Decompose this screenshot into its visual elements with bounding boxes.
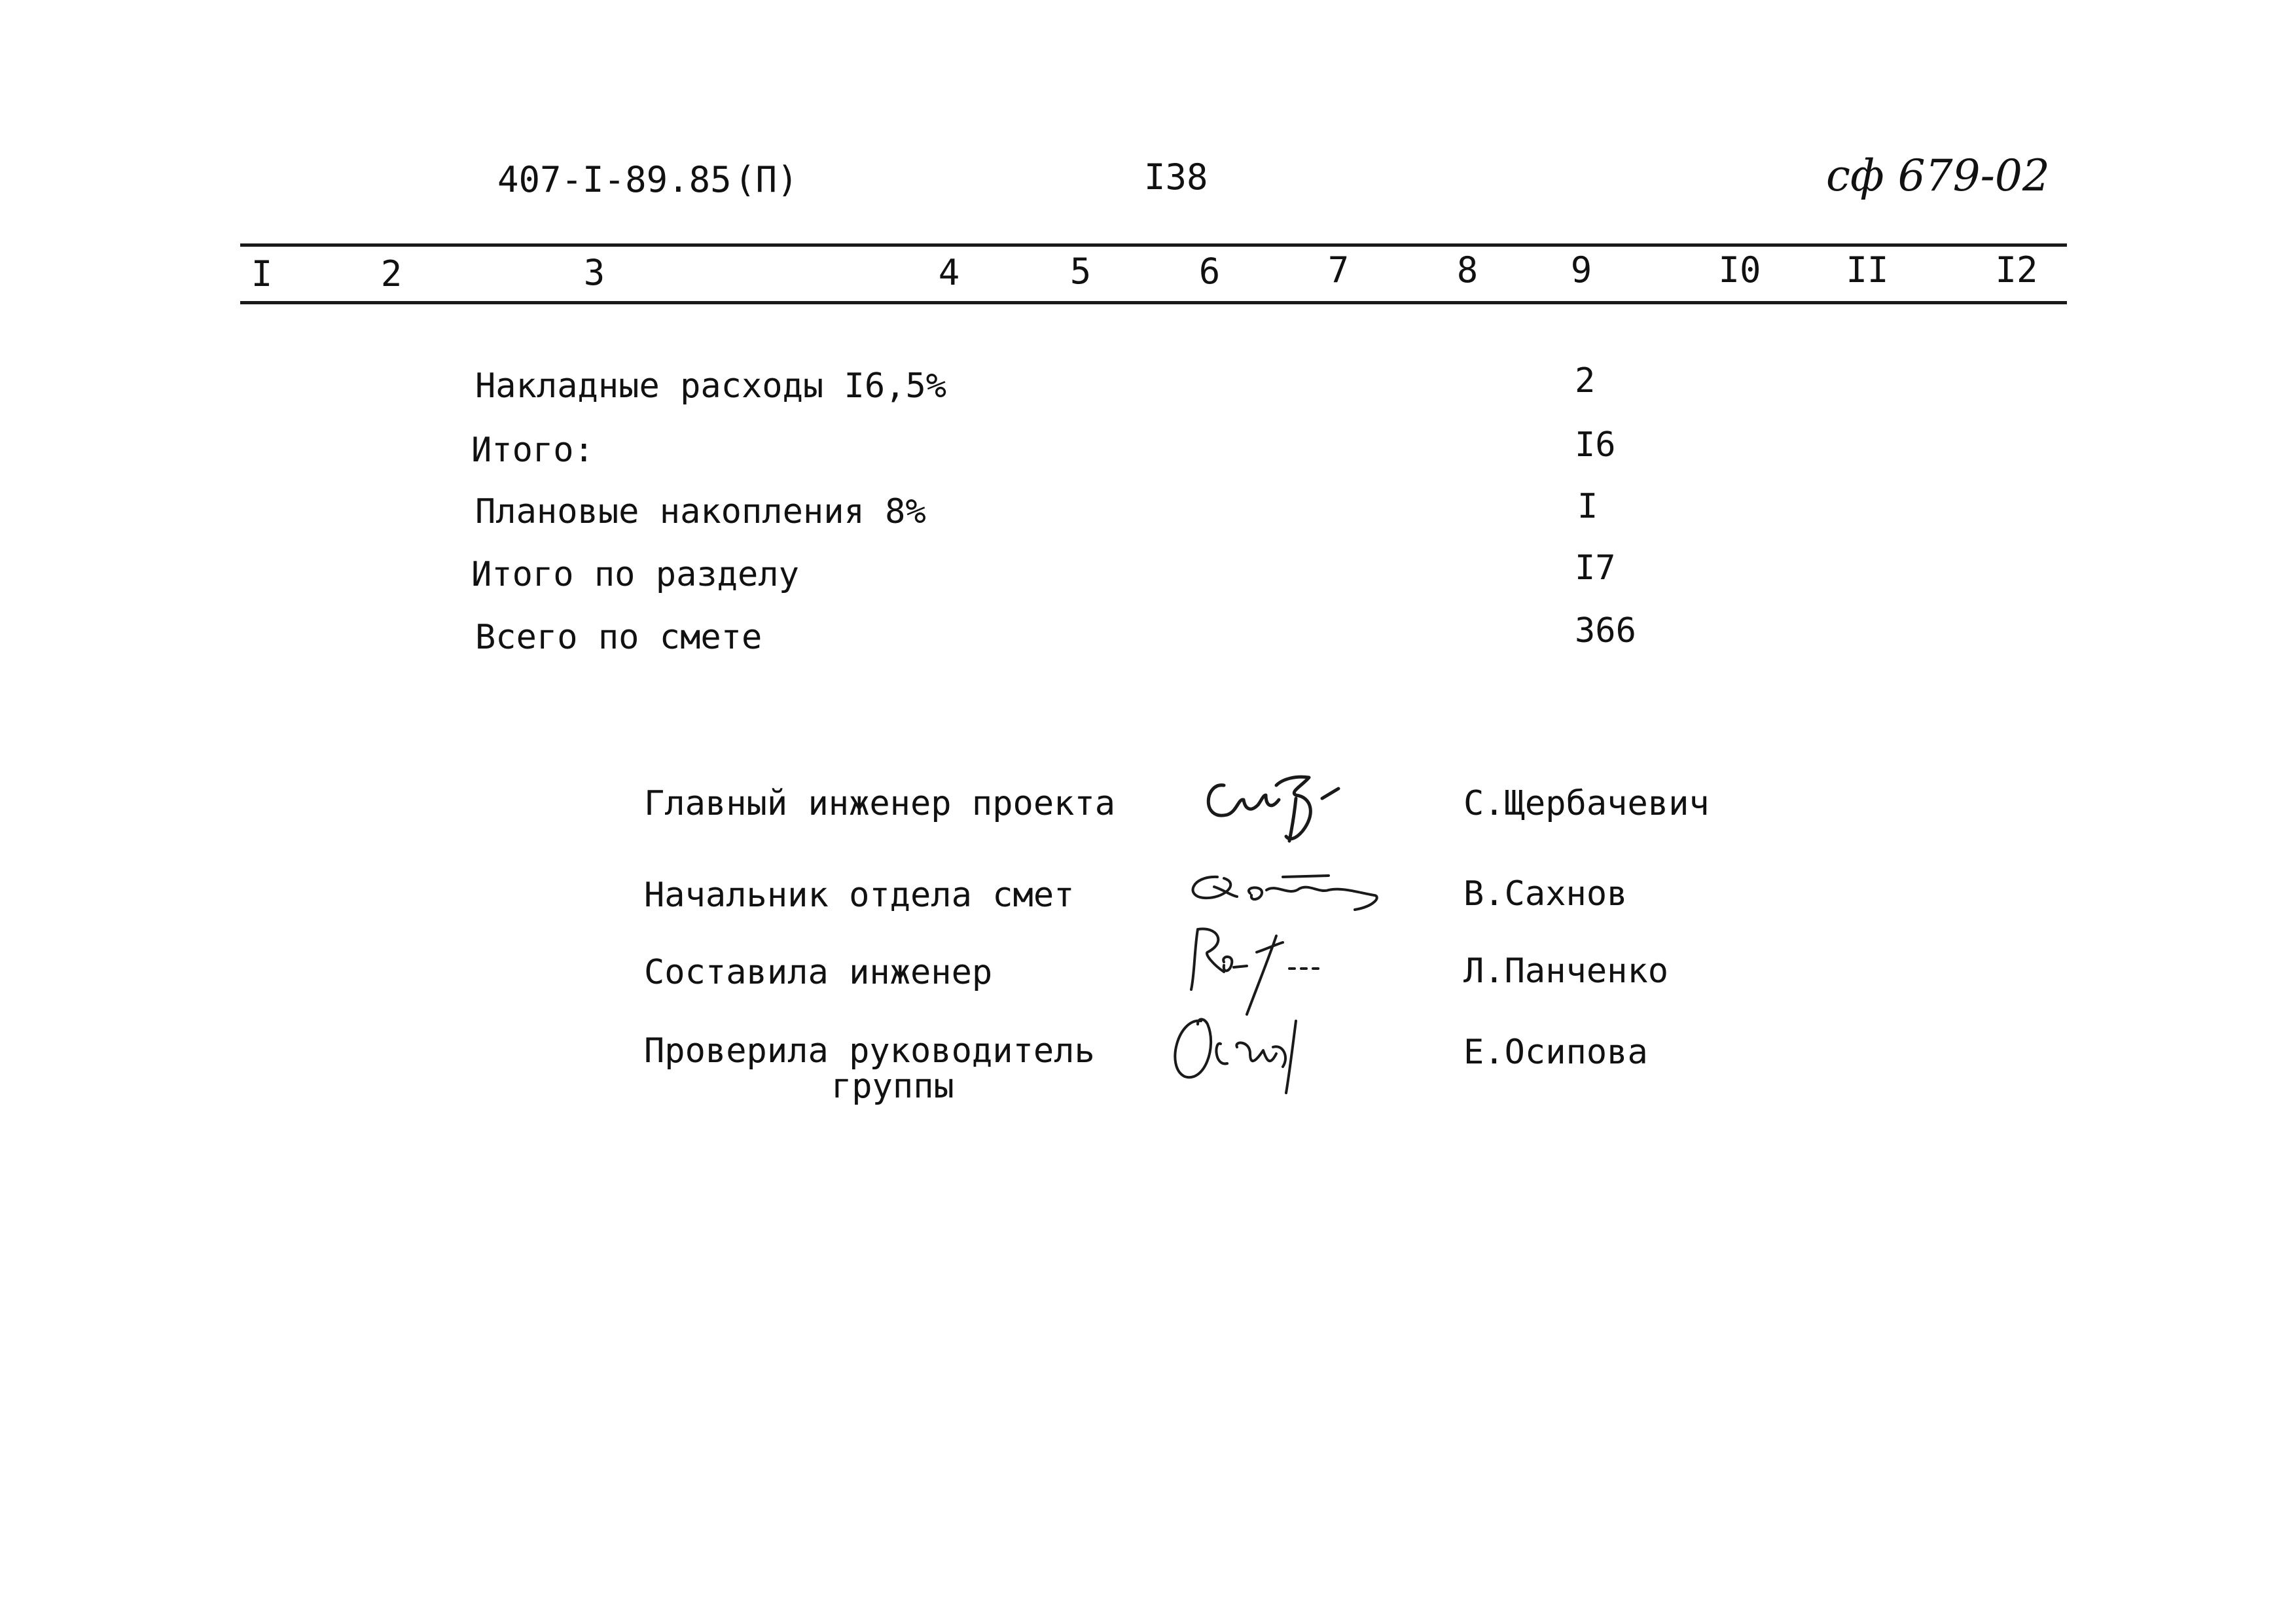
row-label-overhead: Накладные расходы I6,5% xyxy=(475,366,947,406)
column-number-6: 6 xyxy=(1198,251,1221,292)
signature-chief-engineer xyxy=(1198,759,1394,851)
row-value-overhead: 2 xyxy=(1575,361,1596,401)
column-number-5: 5 xyxy=(1069,251,1092,292)
row-label-subtotal: Итого: xyxy=(471,431,594,470)
column-number-12: I2 xyxy=(1995,249,2038,291)
column-number-2: 2 xyxy=(380,253,403,294)
signatory-name: В.Сахнов xyxy=(1463,874,1628,914)
bottom-rule xyxy=(240,301,2067,304)
signature-group-leader xyxy=(1152,995,1348,1099)
column-number-8: 8 xyxy=(1456,249,1479,291)
signatory-name: Е.Осипова xyxy=(1463,1033,1648,1072)
signatory-name: Л.Панченко xyxy=(1463,952,1669,991)
document-code: 407-I-89.85 xyxy=(497,159,732,200)
signatory-role: Составила инженер xyxy=(644,953,993,992)
top-rule xyxy=(240,243,2067,247)
signatory-name: С.Щербачевич xyxy=(1463,784,1710,823)
column-number-7: 7 xyxy=(1327,249,1350,291)
row-value-grand-total: 366 xyxy=(1575,611,1636,651)
column-number-10: I0 xyxy=(1718,249,1761,291)
signatory-role-continued: группы xyxy=(831,1067,954,1106)
column-number-4: 4 xyxy=(938,252,960,293)
row-value-planned: I xyxy=(1577,487,1598,526)
signatory-role: Главный инженер проекта xyxy=(644,784,1116,823)
column-number-3: 3 xyxy=(583,252,605,293)
signatory-role: Начальник отдела смет xyxy=(644,876,1075,915)
row-value-section-total: I7 xyxy=(1575,548,1616,588)
page-number: I38 xyxy=(1144,156,1208,198)
row-label-section-total: Итого по разделу xyxy=(471,555,799,594)
column-number-9: 9 xyxy=(1570,249,1592,291)
column-number-11: II xyxy=(1846,249,1889,291)
row-label-planned: Плановые накопления 8% xyxy=(475,492,926,531)
archive-mark: сф 679-02 xyxy=(1826,151,2050,201)
row-label-grand-total: Всего по смете xyxy=(475,618,762,657)
signatory-role: Проверила руководитель xyxy=(644,1031,1095,1071)
column-number-1: I xyxy=(251,253,273,294)
document-code-suffix: (П) xyxy=(734,159,798,200)
row-value-subtotal: I6 xyxy=(1575,425,1616,465)
